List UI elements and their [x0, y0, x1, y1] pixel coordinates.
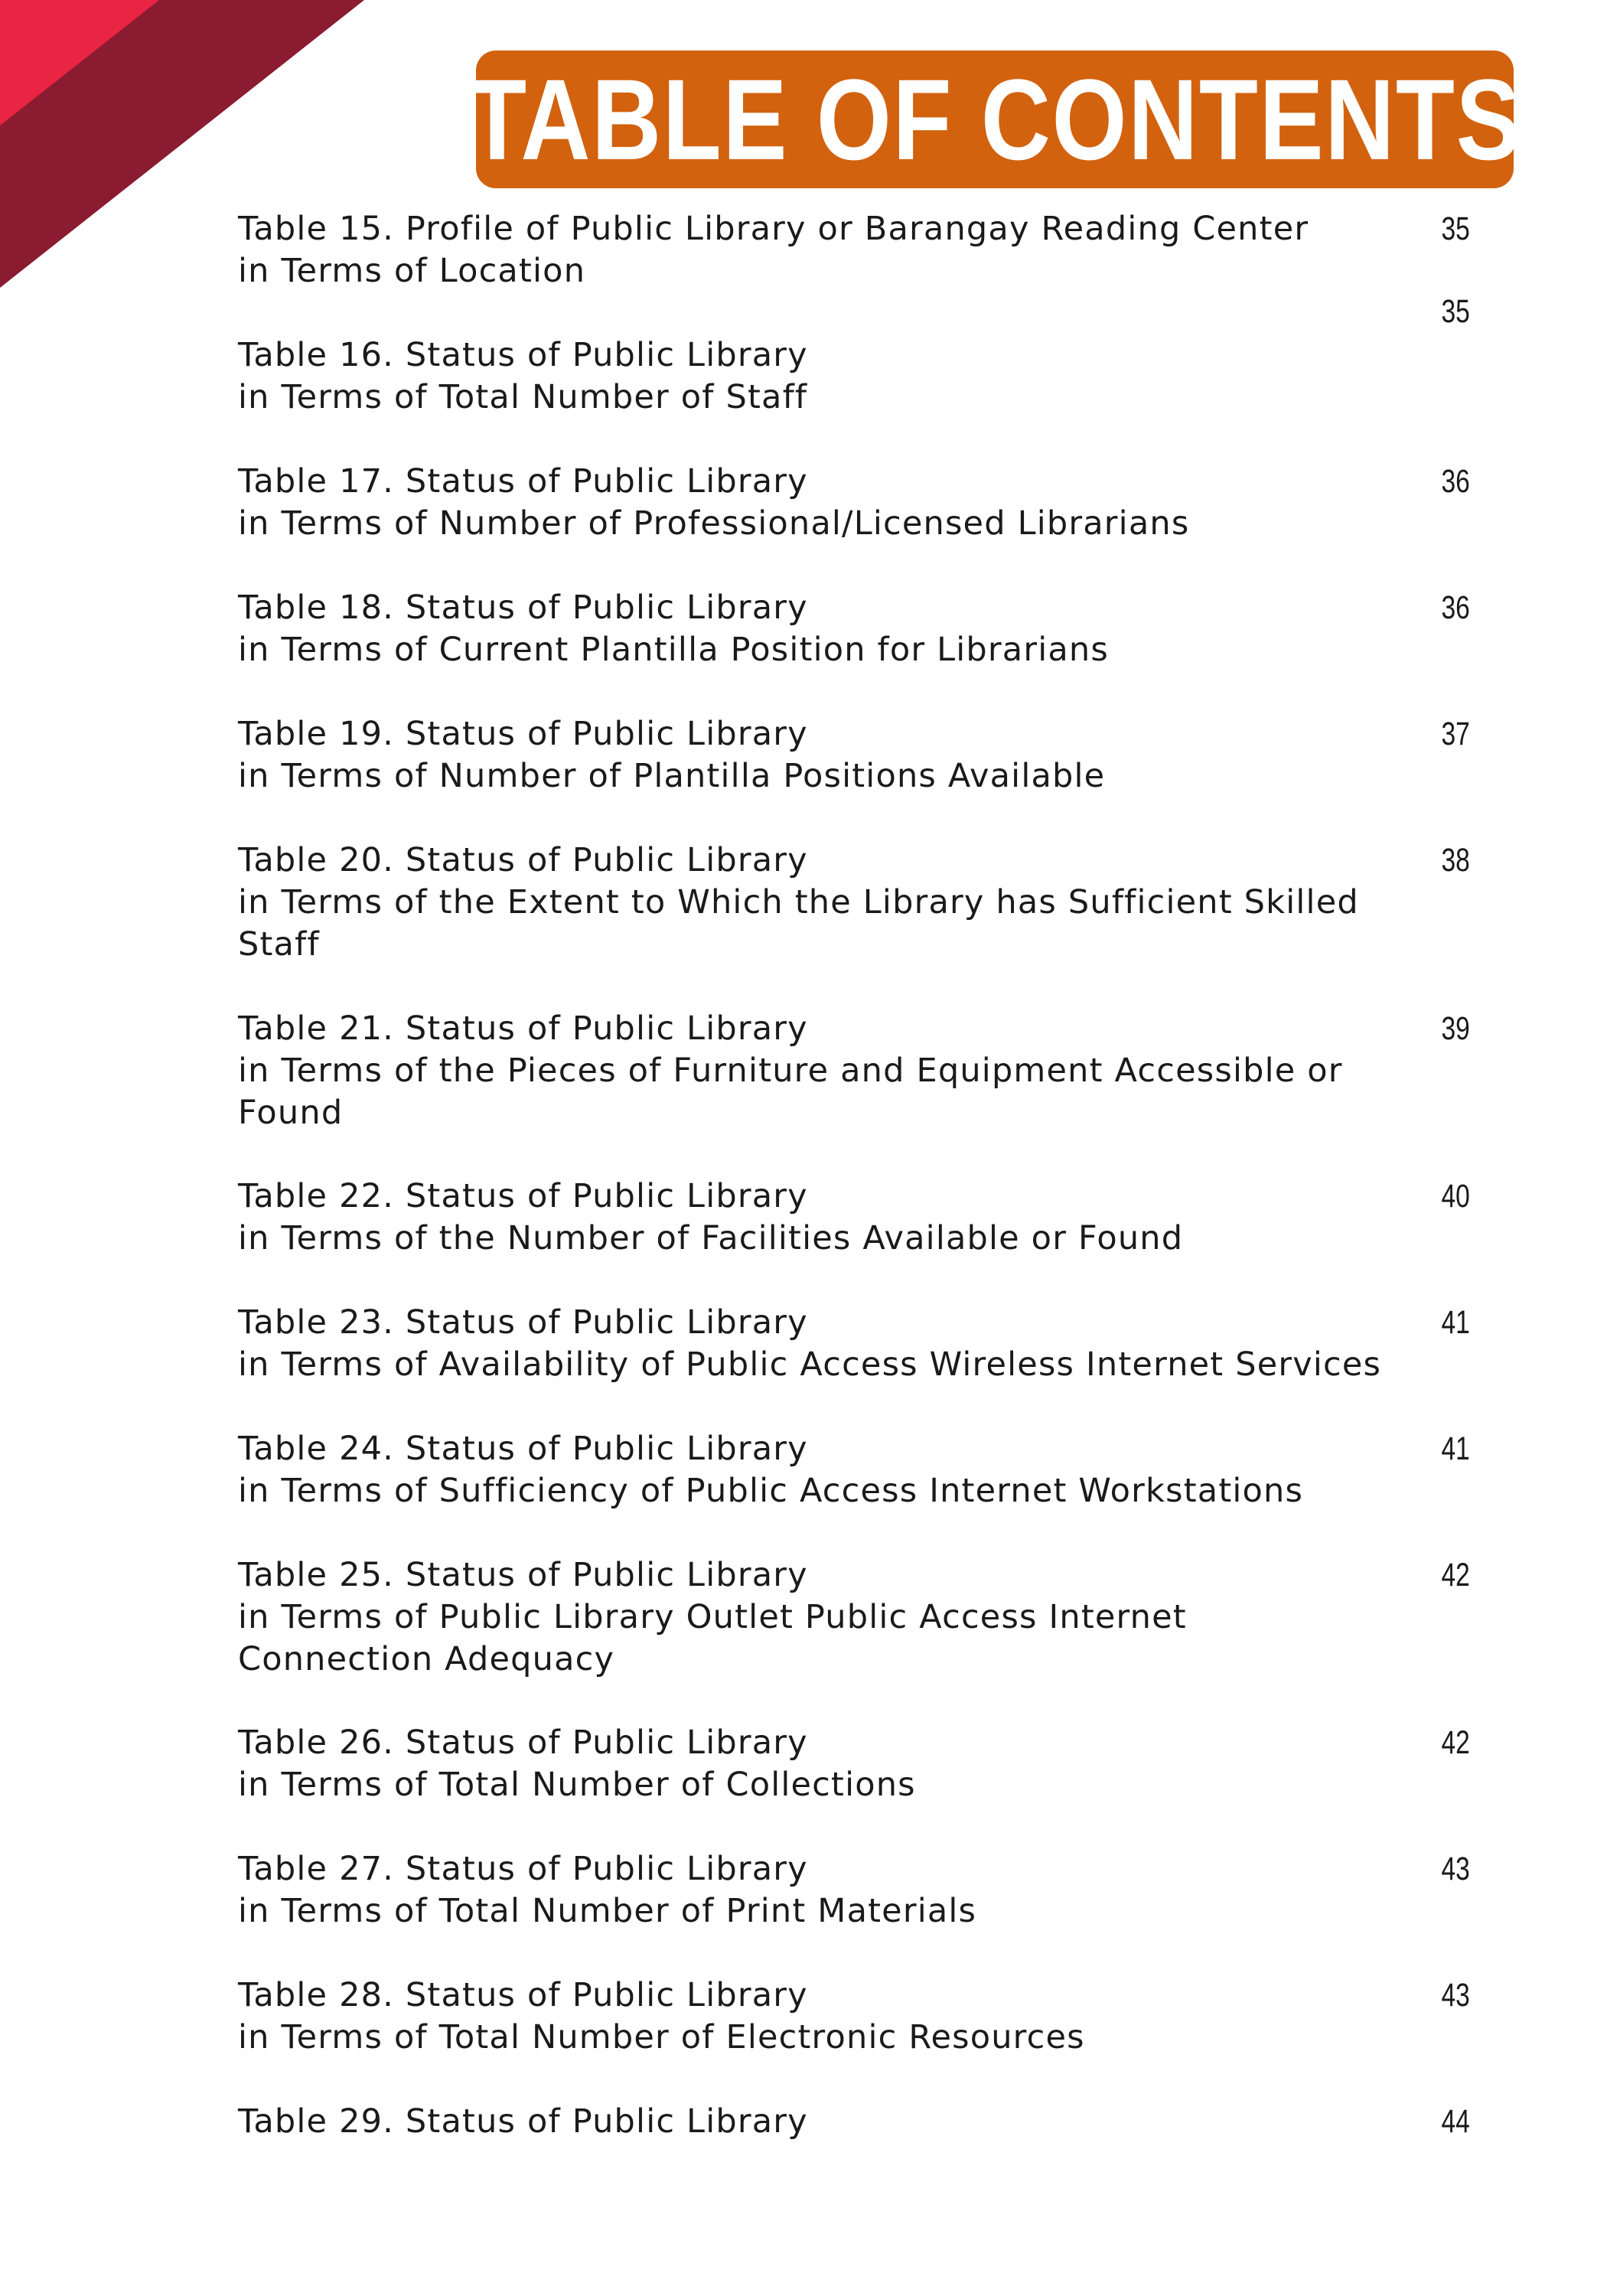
toc-entry-label: Table 25. Status of Public Library	[238, 1556, 808, 1594]
toc-entry-text	[238, 713, 1409, 797]
toc-entry-label: Table 19. Status of Public Library	[238, 715, 808, 753]
toc-entry[interactable]	[238, 1428, 1470, 1512]
toc-entry-label: Table 20. Status of Public Library	[238, 841, 808, 879]
toc-entry-text	[238, 1722, 1409, 1806]
toc-entry-label: Table 16. Status of Public Library	[238, 336, 808, 374]
title-banner	[468, 51, 1522, 188]
toc-entry-label: Table 26. Status of Public Library	[238, 1724, 808, 1762]
toc-entry-text	[238, 1428, 1409, 1512]
toc-entry[interactable]	[238, 1554, 1470, 1681]
toc-entry-label: Table 22. Status of Public Library	[238, 1177, 808, 1215]
toc-entry-label: Table 15. Profile of Public Library or Barangay Reading Center	[238, 210, 1309, 248]
toc-entry-page: 36	[1441, 463, 1470, 500]
toc-entry-text	[238, 1848, 1409, 1932]
toc-entry-text	[238, 208, 1409, 292]
toc-entry-description: in Terms of the Pieces of Furniture and Equipment Accessible or	[238, 1052, 1343, 1090]
toc-entry-label: Table 29. Status of Public Library	[238, 2102, 808, 2141]
toc-entry-description: Connection Adequacy	[238, 1640, 615, 1678]
toc-entry-page: 37	[1441, 716, 1470, 752]
toc-entry-description: in Terms of Location	[238, 252, 586, 290]
toc-entry[interactable]	[238, 461, 1470, 545]
toc-entry[interactable]	[238, 1302, 1470, 1386]
toc-entry-description: in Terms of the Number of Facilities Available or Found	[238, 1219, 1184, 1257]
toc-entry-text	[238, 1554, 1409, 1681]
toc-entry-description: in Terms of Total Number of Staff	[238, 378, 808, 416]
toc-entry-text	[238, 1975, 1409, 2059]
toc-entry[interactable]	[238, 2101, 1470, 2143]
toc-entry-page: 38	[1441, 842, 1470, 879]
toc-entry-description: in Terms of Total Number of Print Materials	[238, 1892, 977, 1930]
toc-entry-description: in Terms of Current Plantilla Position for Librarians	[238, 631, 1109, 669]
toc-entry-page: 43	[1441, 1977, 1470, 2014]
toc-entry-page: 42	[1441, 1724, 1470, 1761]
toc-entry-page: 41	[1441, 1304, 1470, 1341]
toc-entry[interactable]	[238, 208, 1470, 292]
toc-entry-page: 42	[1441, 1557, 1470, 1593]
toc-entry[interactable]	[238, 840, 1470, 966]
toc-entry[interactable]	[238, 1176, 1470, 1260]
toc-extra-page-row	[238, 291, 1470, 333]
page-title: TABLE OF CONTENTS	[468, 55, 1522, 184]
toc-entry-label: Table 23. Status of Public Library	[238, 1303, 808, 1342]
toc-entry[interactable]	[238, 1975, 1470, 2059]
toc-entry[interactable]	[238, 713, 1470, 797]
toc-entry-description: in Terms of Total Number of Electronic Resources	[238, 2018, 1085, 2056]
toc-entry-label: Table 27. Status of Public Library	[238, 1850, 808, 1888]
toc-entry-label: Table 17. Status of Public Library	[238, 462, 808, 501]
toc-entry-label: Table 18. Status of Public Library	[238, 589, 808, 627]
toc-entry-page: 39	[1441, 1010, 1470, 1047]
toc-entry-description: Staff	[238, 925, 320, 964]
toc-entry-page: 35	[1441, 210, 1470, 247]
toc-entry-text	[238, 334, 1409, 419]
toc-entry-text	[238, 587, 1409, 671]
toc-extra-page-number: 35	[1441, 293, 1470, 330]
toc-entry[interactable]	[238, 1848, 1470, 1932]
toc-entry-page: 40	[1441, 1178, 1470, 1215]
toc-entry-text	[238, 1176, 1409, 1260]
toc-entry[interactable]	[238, 587, 1470, 671]
toc-entry-text	[238, 2101, 1409, 2143]
toc-entry[interactable]	[238, 1008, 1470, 1134]
toc-entry-description: Found	[238, 1094, 344, 1132]
toc-entry-label: Table 24. Status of Public Library	[238, 1430, 808, 1468]
toc-entry-page: 41	[1441, 1430, 1470, 1467]
toc-entry-label: Table 28. Status of Public Library	[238, 1976, 808, 2014]
toc-entry-description: in Terms of the Extent to Which the Library has Sufficient Skilled	[238, 883, 1359, 921]
toc-entry-page: 43	[1441, 1851, 1470, 1887]
toc-entry-description: in Terms of Sufficiency of Public Access Internet Workstations	[238, 1472, 1304, 1510]
toc-entry[interactable]	[238, 1722, 1470, 1806]
toc-entry-label: Table 21. Status of Public Library	[238, 1009, 808, 1048]
toc-entry-description: in Terms of Number of Plantilla Positions Available	[238, 757, 1106, 795]
toc-entry-text	[238, 461, 1409, 545]
toc-entry-description: in Terms of Availability of Public Access Wireless Internet Services	[238, 1345, 1382, 1384]
toc-entry-description: in Terms of Number of Professional/Licensed Librarians	[238, 504, 1190, 543]
toc-entry-page: 36	[1441, 589, 1470, 626]
toc-entry[interactable]	[238, 334, 1470, 419]
toc-entry-description: in Terms of Total Number of Collections	[238, 1766, 916, 1804]
toc-entry-text	[238, 1008, 1409, 1134]
toc-entry-text	[238, 1302, 1409, 1386]
toc-entry-text	[238, 840, 1409, 966]
toc-entry-page: 44	[1441, 2103, 1470, 2140]
toc-entry-description: in Terms of Public Library Outlet Public Access Internet	[238, 1598, 1187, 1636]
